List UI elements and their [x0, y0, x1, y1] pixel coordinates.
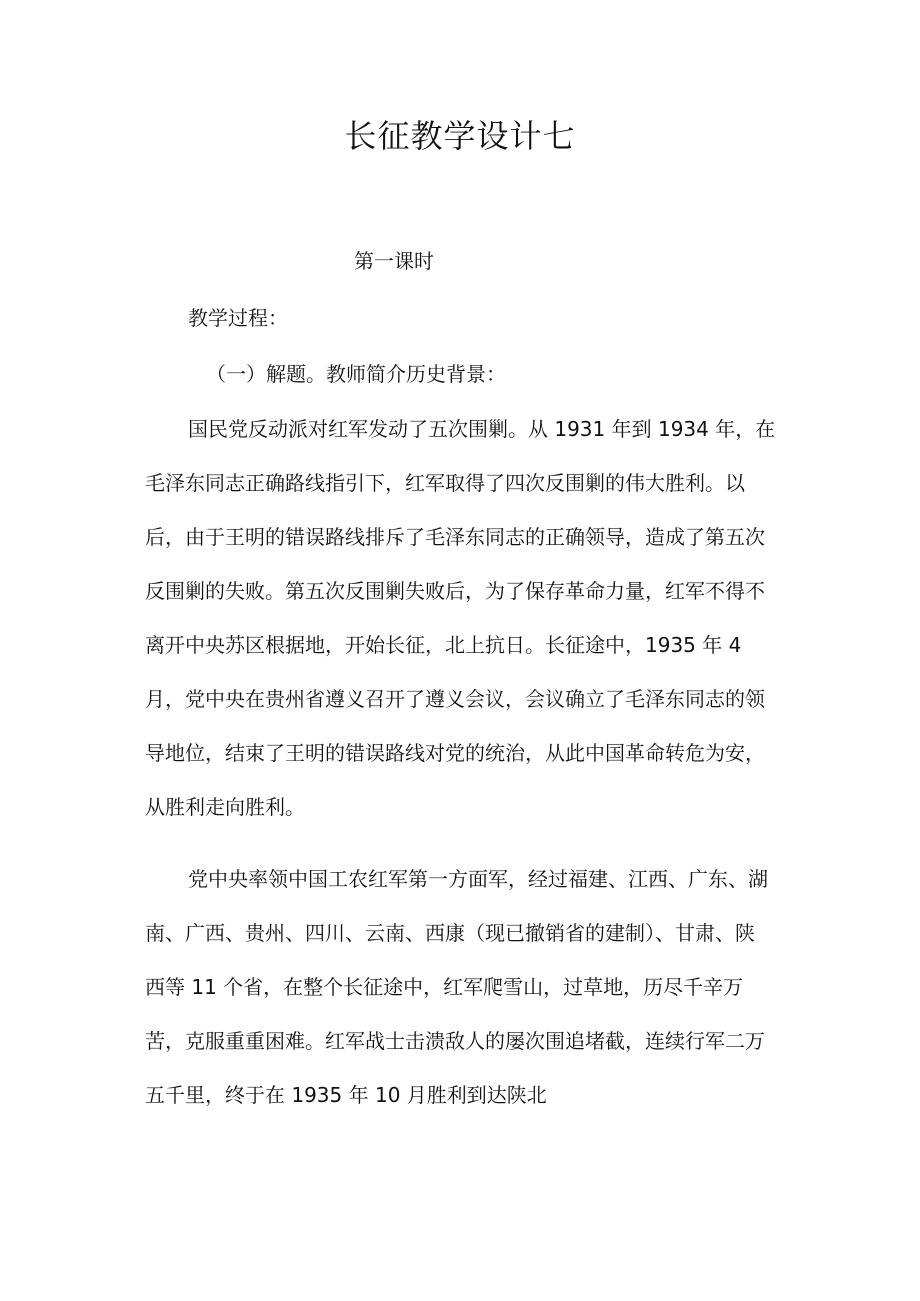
paragraph-line: 离开中央苏区根据地，开始长征，北上抗日。长征途中，1935 年 4: [145, 633, 742, 657]
section-heading: （一）解题。教师简介历史背景：: [206, 362, 506, 386]
paragraph-line: 南、广西、贵州、四川、云南、西康（现已撤销省的建制）、甘肃、陕: [145, 921, 755, 945]
paragraph-line: 月，党中央在贵州省遵义召开了遵义会议，会议确立了毛泽东同志的领: [145, 687, 765, 711]
paragraph-line: 苦，克服重重困难。红军战士击溃敌人的屡次围追堵截，连续行军二万: [145, 1029, 765, 1053]
paragraph-line: 导地位，结束了王明的错误路线对党的统治，从此中国革命转危为安，: [145, 741, 765, 765]
paragraph-line: 党中央率领中国工农红军第一方面军，经过福建、江西、广东、湖: [188, 867, 768, 891]
teaching-process-label: 教学过程：: [188, 306, 288, 330]
paragraph-line: 后，由于王明的错误路线排斥了毛泽东同志的正确领导，造成了第五次: [145, 525, 765, 549]
paragraph-line: 五千里，终于在 1935 年 10 月胜利到达陕北: [145, 1083, 547, 1107]
paragraph-line: 反围剿的失败。第五次反围剿失败后，为了保存革命力量，红军不得不: [145, 579, 765, 603]
paragraph-line: 从胜利走向胜利。: [145, 795, 305, 819]
lesson-label: 第一课时: [354, 249, 434, 273]
paragraph-line: 毛泽东同志正确路线指引下，红军取得了四次反围剿的伟大胜利。以: [145, 471, 745, 495]
document-title: 长征教学设计七: [344, 117, 576, 155]
paragraph-background: [145, 402, 775, 834]
paragraph-long-march-route: [145, 852, 768, 1122]
paragraph-line: 西等 11 个省，在整个长征途中，红军爬雪山，过草地，历尽千辛万: [145, 975, 744, 999]
paragraph-line: 国民党反动派对红军发动了五次围剿。从 1931 年到 1934 年，在: [188, 417, 776, 441]
